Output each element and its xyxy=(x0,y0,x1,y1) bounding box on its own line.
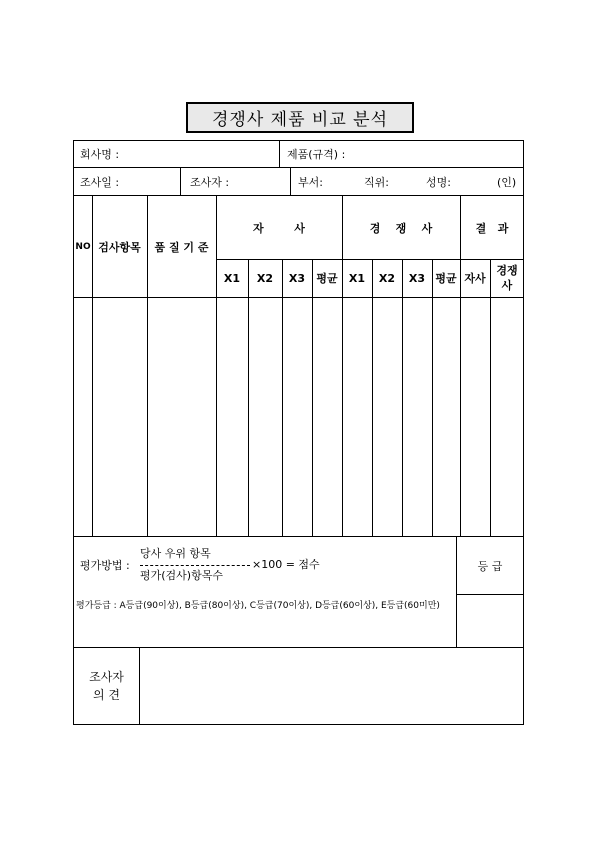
inspection-table xyxy=(73,195,524,537)
header-no-text: NO xyxy=(75,241,91,252)
opinion-section xyxy=(73,647,524,725)
row-investigation xyxy=(73,167,524,196)
own-x1 xyxy=(216,259,248,297)
formula-denominator xyxy=(140,567,260,583)
product-label: 제품(규격) : xyxy=(287,148,346,161)
header-result xyxy=(460,196,524,259)
product-field[interactable] xyxy=(287,141,517,167)
comp-x1-text: X1 xyxy=(348,271,366,285)
name-field[interactable] xyxy=(426,168,486,195)
col-line xyxy=(402,259,403,536)
document-title-text: 경쟁사 제품 비교 분석 xyxy=(211,110,388,130)
document-title xyxy=(186,102,414,133)
header-own xyxy=(216,196,342,259)
col-line xyxy=(248,259,249,536)
col-line xyxy=(372,259,373,536)
opinion-label-line1: 조사자 xyxy=(89,670,124,684)
formula-multiplier xyxy=(252,556,342,572)
divider xyxy=(290,168,291,195)
grade-scale-text: 평가등급 : A등급(90이상), B등급(80이상), C등급(70이상), D등급(60이상), E등급(60미만) xyxy=(76,601,440,611)
col-line xyxy=(432,259,433,536)
opinion-field[interactable] xyxy=(140,648,524,724)
own-x3-text: X3 xyxy=(288,271,306,285)
dept-label: 부서: xyxy=(298,175,323,189)
grade-label xyxy=(456,537,524,594)
opinion-label xyxy=(74,648,139,724)
divider xyxy=(279,141,280,167)
grade-value-field[interactable] xyxy=(456,594,524,647)
own-x3 xyxy=(282,259,312,297)
col-line xyxy=(312,259,313,536)
own-avg-text: 평균 xyxy=(316,272,338,285)
seal-label: (인) xyxy=(497,175,517,189)
comp-x3-text: X3 xyxy=(408,271,426,285)
own-avg xyxy=(312,259,342,297)
row-line xyxy=(74,297,524,298)
result-own xyxy=(460,259,490,297)
header-competitor xyxy=(342,196,460,259)
name-label: 성명: xyxy=(426,175,451,189)
comp-x2 xyxy=(372,259,402,297)
comp-x3 xyxy=(402,259,432,297)
header-own-text: 자 사 xyxy=(253,221,305,235)
result-comp xyxy=(490,259,524,297)
denominator-text: 평가(검사)항목수 xyxy=(140,569,223,582)
comp-avg-text: 평균 xyxy=(435,272,457,285)
col-line xyxy=(490,259,491,536)
header-result-text: 결 과 xyxy=(475,221,509,235)
comp-x1 xyxy=(342,259,372,297)
date-field[interactable] xyxy=(80,168,180,195)
investigator-field[interactable] xyxy=(190,168,290,195)
evaluation-section xyxy=(73,536,524,648)
row-company xyxy=(73,140,524,168)
own-x1-text: X1 xyxy=(223,271,241,285)
formula-numerator xyxy=(140,545,260,561)
result-comp-text: 경쟁 사 xyxy=(496,264,518,292)
multiplier-text: ×100 = 점수 xyxy=(252,558,320,571)
own-x2 xyxy=(248,259,282,297)
numerator-text: 당사 우위 항목 xyxy=(140,547,211,560)
header-no xyxy=(74,196,92,297)
opinion-label-line2: 의 견 xyxy=(93,688,120,702)
header-item xyxy=(92,196,147,297)
method-label-text: 평가방법 : xyxy=(80,559,130,572)
header-item-text: 검사항목 xyxy=(98,240,141,254)
comp-x2-text: X2 xyxy=(378,271,396,285)
position-field[interactable] xyxy=(364,168,424,195)
grade-scale xyxy=(76,599,454,629)
position-label: 직위: xyxy=(364,175,389,189)
comparison-form xyxy=(73,140,524,725)
divider xyxy=(180,168,181,195)
grade-label-text: 등 급 xyxy=(477,559,503,573)
header-standard xyxy=(147,196,216,297)
company-field[interactable] xyxy=(80,141,280,167)
date-label: 조사일 : xyxy=(80,175,120,189)
col-line xyxy=(282,259,283,536)
dept-field[interactable] xyxy=(298,168,358,195)
seal-field xyxy=(497,168,521,195)
company-label: 회사명 : xyxy=(80,148,120,161)
comp-avg xyxy=(432,259,460,297)
fraction-line xyxy=(140,565,250,566)
header-competitor-text: 경 쟁 사 xyxy=(369,221,433,235)
investigator-label: 조사자 : xyxy=(190,175,230,189)
result-own-text: 자사 xyxy=(464,272,486,285)
own-x2-text: X2 xyxy=(256,271,274,285)
header-standard-text: 품 질 기 준 xyxy=(154,240,209,254)
